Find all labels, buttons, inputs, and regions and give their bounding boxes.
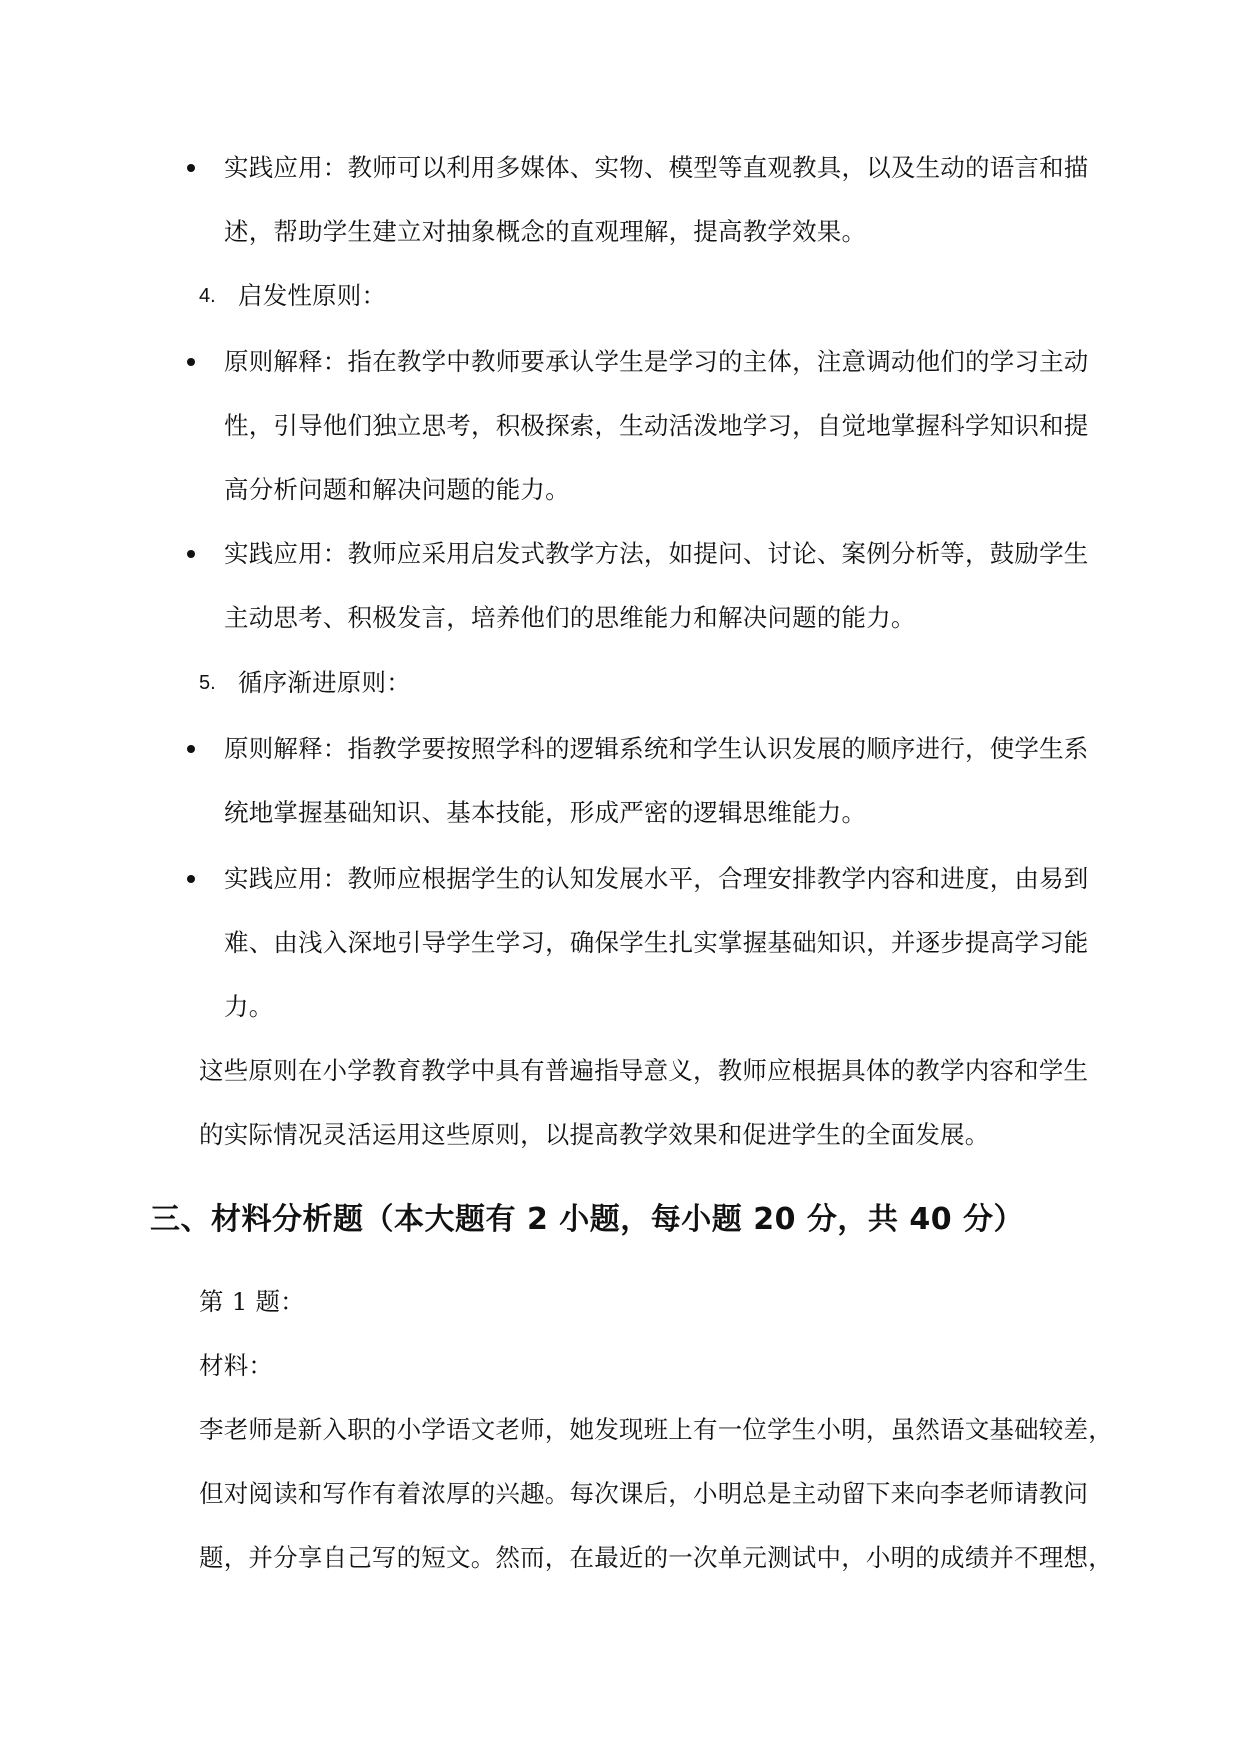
paragraph-line: 原则解释：指在教学中教师要承认学生是学习的主体，注意调动他们的学习主动 [224,347,1089,376]
question-label: 第 1 题： [199,1287,305,1316]
paragraph-line: 实践应用：教师应根据学生的认知发展水平，合理安排教学内容和进度，由易到 [224,864,1089,893]
material-line: 但对阅读和写作有着浓厚的兴趣。每次课后，小明总是主动留下来向李老师请教问 [199,1479,1089,1508]
summary-line: 这些原则在小学教育教学中具有普遍指导意义，教师应根据具体的教学内容和学生 [199,1056,1089,1085]
list-number: 5. [199,672,216,694]
bullet-icon [187,358,195,366]
bullet-icon [187,164,195,172]
material-label: 材料： [199,1351,274,1380]
paragraph-line: 高分析问题和解决问题的能力。 [224,475,570,504]
paragraph-line: 性，引导他们独立思考，积极探索，生动活泼地学习，自觉地掌握科学知识和提 [224,411,1089,440]
paragraph-line: 难、由浅入深地引导学生学习，确保学生扎实掌握基础知识，并逐步提高学习能 [224,928,1089,957]
bullet-icon [187,745,195,753]
paragraph-line: 主动思考、积极发言，培养他们的思维能力和解决问题的能力。 [224,603,916,632]
list-number: 4. [199,285,216,307]
paragraph-line: 述，帮助学生建立对抽象概念的直观理解，提高教学效果。 [224,217,867,246]
paragraph-line: 实践应用：教师可以利用多媒体、实物、模型等直观教具，以及生动的语言和描 [224,153,1089,182]
paragraph-line: 力。 [224,992,274,1021]
bullet-icon [187,550,195,558]
bullet-icon [187,875,195,883]
paragraph-line: 实践应用：教师应采用启发式教学方法，如提问、讨论、案例分析等，鼓励学生 [224,539,1089,568]
list-item-title: 启发性原则： [238,281,387,310]
list-item-title: 循序渐进原则： [238,668,411,697]
paragraph-line: 原则解释：指教学要按照学科的逻辑系统和学生认识发展的顺序进行，使学生系 [224,734,1089,763]
summary-line: 的实际情况灵活运用这些原则，以提高教学效果和促进学生的全面发展。 [199,1120,990,1149]
material-line: 李老师是新入职的小学语文老师，她发现班上有一位学生小明，虽然语文基础较差， [199,1415,1113,1444]
material-line: 题，并分享自己写的短文。然而，在最近的一次单元测试中，小明的成绩并不理想， [199,1543,1113,1572]
section-heading: 三、材料分析题（本大题有 2 小题，每小题 20 分，共 40 分） [150,1202,1025,1237]
paragraph-line: 统地掌握基础知识、基本技能，形成严密的逻辑思维能力。 [224,798,867,827]
